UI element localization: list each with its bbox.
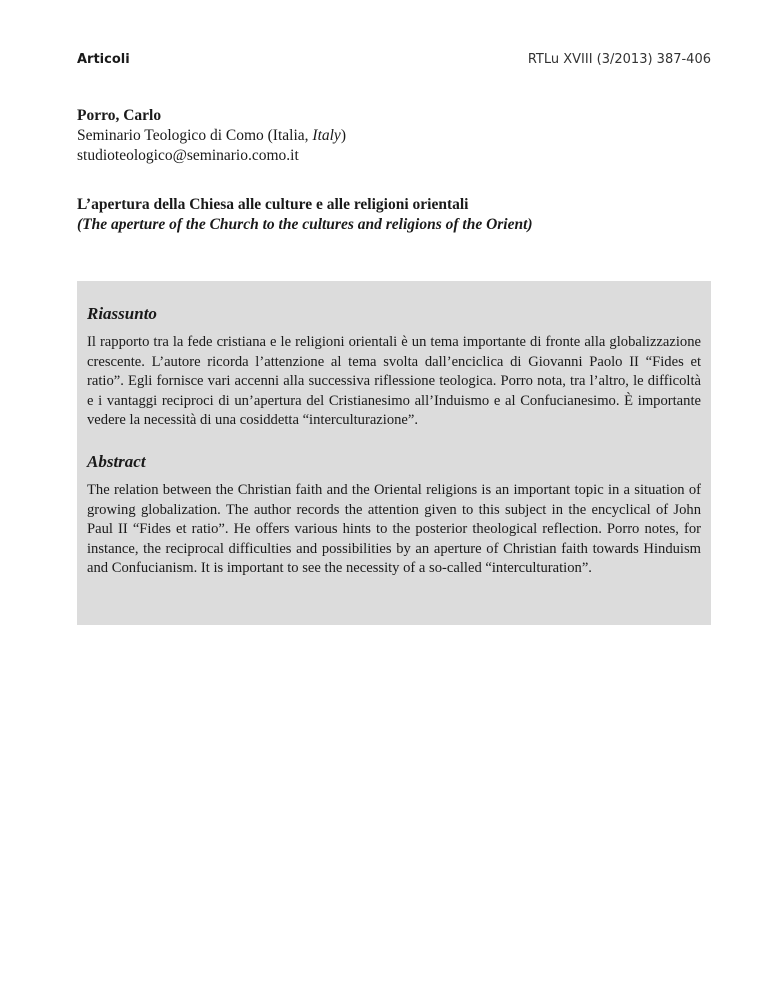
article-title-block bbox=[77, 195, 711, 235]
section-label: Articoli bbox=[77, 52, 130, 67]
section-spacer bbox=[87, 431, 701, 451]
riassunto-heading: Riassunto bbox=[87, 304, 157, 323]
running-head bbox=[77, 52, 711, 72]
author-block bbox=[77, 106, 711, 166]
abstract-heading: Abstract bbox=[87, 451, 146, 471]
author-affiliation bbox=[77, 126, 711, 146]
affiliation-text: Seminario Teologico di Como (Italia, bbox=[77, 127, 313, 144]
affiliation-close: ) bbox=[340, 127, 346, 144]
journal-citation: RTLu XVIII (3/2013) 387-406 bbox=[527, 52, 711, 67]
article-title-italian: L’apertura della Chiesa alle culture e alle religioni orientali bbox=[77, 196, 469, 213]
article-title-english: (The aperture of the Church to the cultures and religions of the Orient) bbox=[77, 216, 533, 233]
author-name: Porro, Carlo bbox=[77, 107, 162, 124]
riassunto-text: Il rapporto tra la fede cristiana e le religioni orientali è un tema importante di fronte alla globalizzazione crescente. L’autore ricorda l’attenzione al tema svolta dall’enciclica di Giovanni Paolo II “Fides et ratio”. Egli fornisce vari accenni alla successiva riflessione teologica. Porro nota, tra l’altro, le difficoltà e i vantaggi reciproci di un’apertura del Cristianesimo all’Induismo e al Confucianesimo. È importante vedere la necessità di una cosiddetta “interculturazione”. bbox=[87, 334, 701, 429]
affiliation-country: Italy bbox=[312, 127, 341, 144]
abstract-text: The relation between the Christian faith and the Oriental religions is an important topic in a situation of growing globalization. The author records the attention given to this subject in the encyclical of John Paul II “Fides et ratio”. He offers various hints to the posterior theological reflection. Porro notes, for instance, the reciprocal difficulties and possibilities by an aperture of Christian faith towards Hinduism and Confucianism. It is important to see the necessity of a so-called “interculturation”. bbox=[87, 481, 701, 577]
author-email: studioteologico@seminario.como.it bbox=[77, 147, 299, 164]
abstract-box bbox=[77, 281, 711, 625]
